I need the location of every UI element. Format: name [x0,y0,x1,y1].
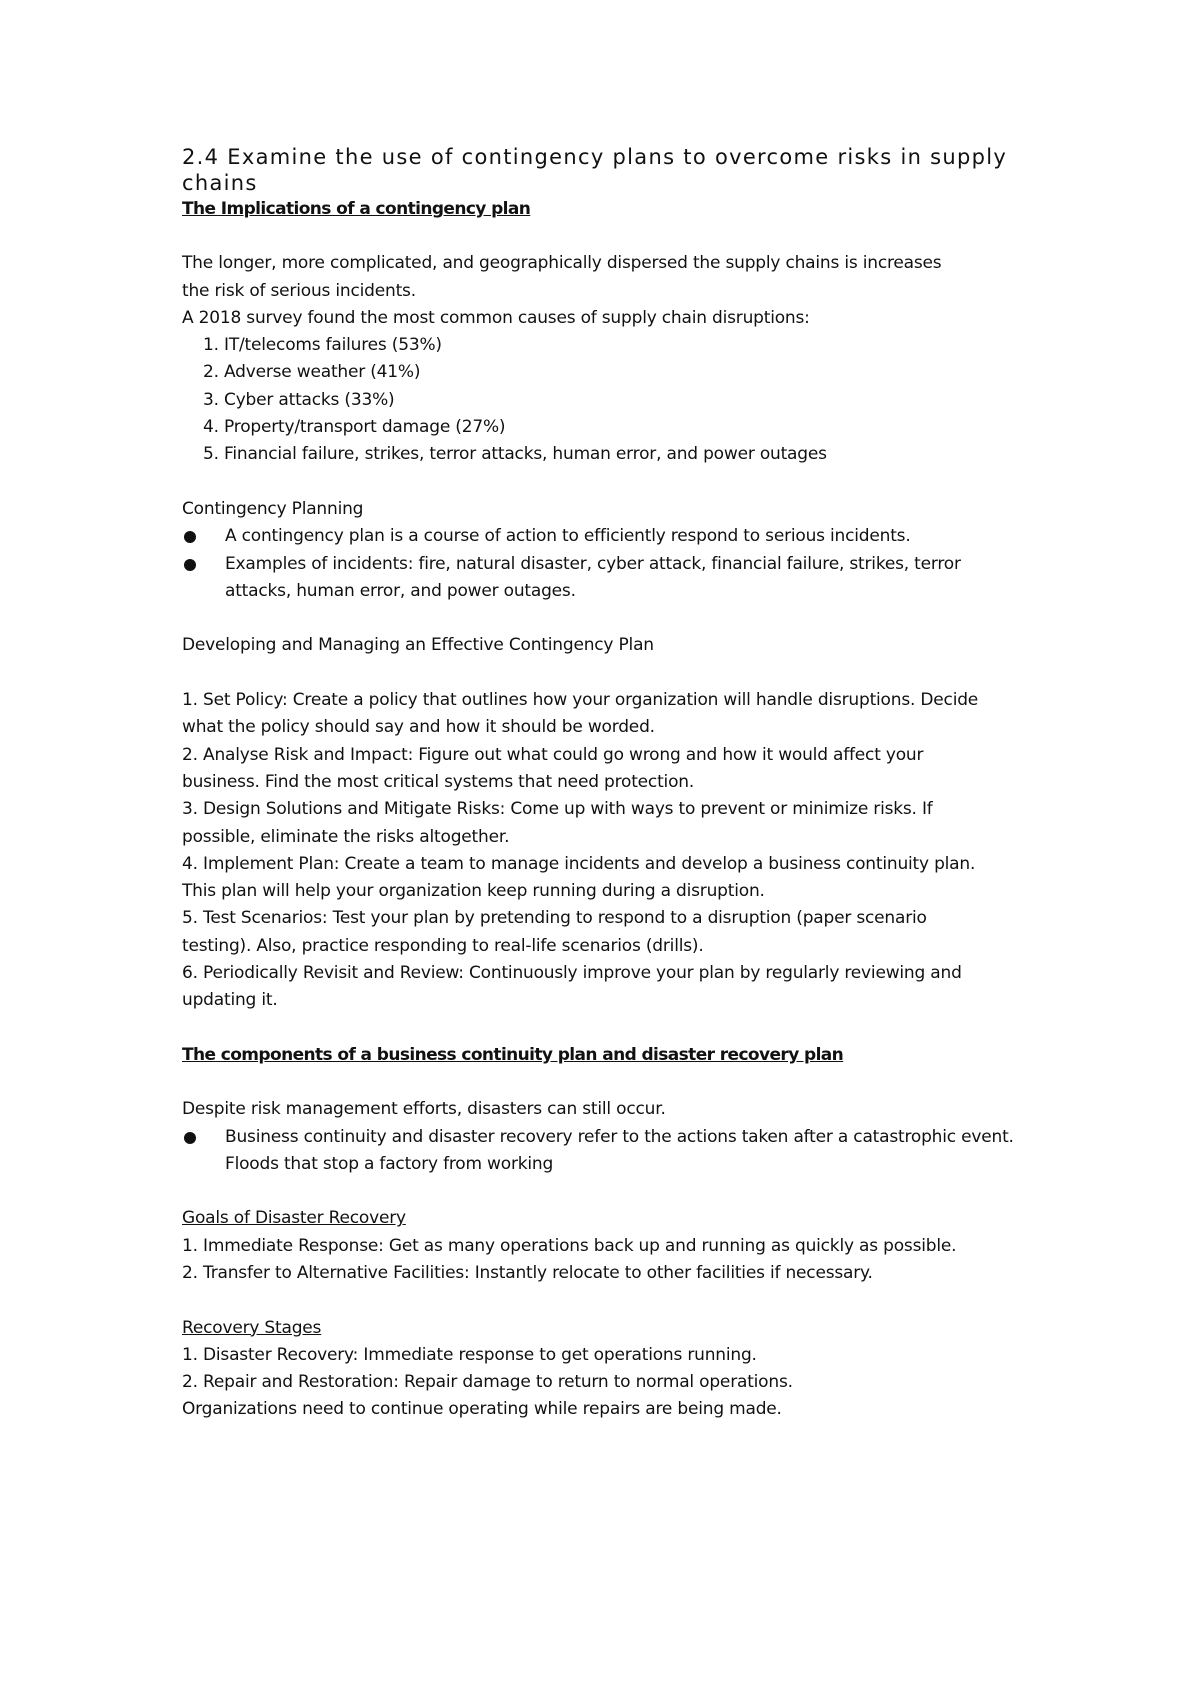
components-bullets [182,1124,1042,1179]
list-item: 2. Analyse Risk and Impact: Figure out what could go wrong and how it would affect your business. Find the most critical systems that need protection. [182,744,924,792]
implications-heading: The Implications of a contingency plan [182,199,531,219]
list-item: 2. Repair and Restoration: Repair damage to return to normal operations. [182,1372,793,1393]
disruption-causes-list [182,332,1042,468]
list-item: 5. Financial failure, strikes, terror attacks, human error, and power outages [203,444,827,465]
contingency-planning-heading: Contingency Planning [182,498,364,519]
list-item: 2. Adverse weather (41%) [203,362,421,383]
goals-heading: Goals of Disaster Recovery [182,1208,406,1229]
list-item [182,523,1042,550]
contingency-planning-bullets [182,523,1042,605]
list-item-text: Examples of incidents: fire, natural disaster, cyber attack, financial failure, strikes, terror attacks, human error, and power outages. [225,553,961,601]
developing-heading: Developing and Managing an Effective Contingency Plan [182,635,654,656]
bullet-icon [184,559,196,571]
list-item: 5. Test Scenarios: Test your plan by pretending to respond to a disruption (paper scenario testing). Also, practice responding to real-life scenarios (drills). [182,908,927,956]
page-title: 2.4 Examine the use of contingency plans to overcome risks in supply chains [182,145,1008,195]
components-heading: The components of a business continuity plan and disaster recovery plan [182,1044,844,1065]
recovery-stages-heading: Recovery Stages [182,1317,322,1338]
list-item-text: Business continuity and disaster recovery refer to the actions taken after a catastrophic event. Floods that stop a factory from working [225,1126,1014,1174]
implications-paragraph-line-2: the risk of serious incidents. [182,280,416,301]
list-item [182,551,985,606]
developing-steps [182,687,992,1015]
bullet-icon [184,1132,196,1144]
recovery-closing-text: Organizations need to continue operating while repairs are being made. [182,1399,782,1420]
bullet-icon [184,531,196,543]
list-item: 1. Disaster Recovery: Immediate response to get operations running. [182,1344,757,1365]
list-item-text: A contingency plan is a course of action to efficiently respond to serious incidents. [225,526,911,547]
list-item: 1. Immediate Response: Get as many operations back up and running as quickly as possible. [182,1235,957,1256]
list-item: 1. Set Policy: Create a policy that outlines how your organization will handle disruptions. Decide what the policy should say and how it should be worded. [182,690,979,738]
implications-paragraph-line-1: The longer, more complicated, and geographically dispersed the supply chains is increases [182,253,942,274]
list-item: 4. Property/transport damage (27%) [203,417,506,438]
list-item: 2. Transfer to Alternative Facilities: Instantly relocate to other facilities if necessary. [182,1262,873,1283]
components-intro: Despite risk management efforts, disasters can still occur. [182,1099,666,1120]
list-item: 1. IT/telecoms failures (53%) [203,335,442,356]
document-page [182,144,1042,1424]
survey-intro: A 2018 survey found the most common causes of supply chain disruptions: [182,307,810,328]
list-item: 4. Implement Plan: Create a team to manage incidents and develop a business continuity plan. This plan will help your organization keep running during a disruption. [182,853,976,902]
list-item [182,1124,1015,1179]
list-item: 6. Periodically Revisit and Review: Continuously improve your plan by regularly reviewing and updating it. [182,963,962,1011]
list-item: 3. Design Solutions and Mitigate Risks: Come up with ways to prevent or minimize risks. If possible, eliminate the risks altogether. [182,799,933,847]
list-item: 3. Cyber attacks (33%) [203,389,395,410]
